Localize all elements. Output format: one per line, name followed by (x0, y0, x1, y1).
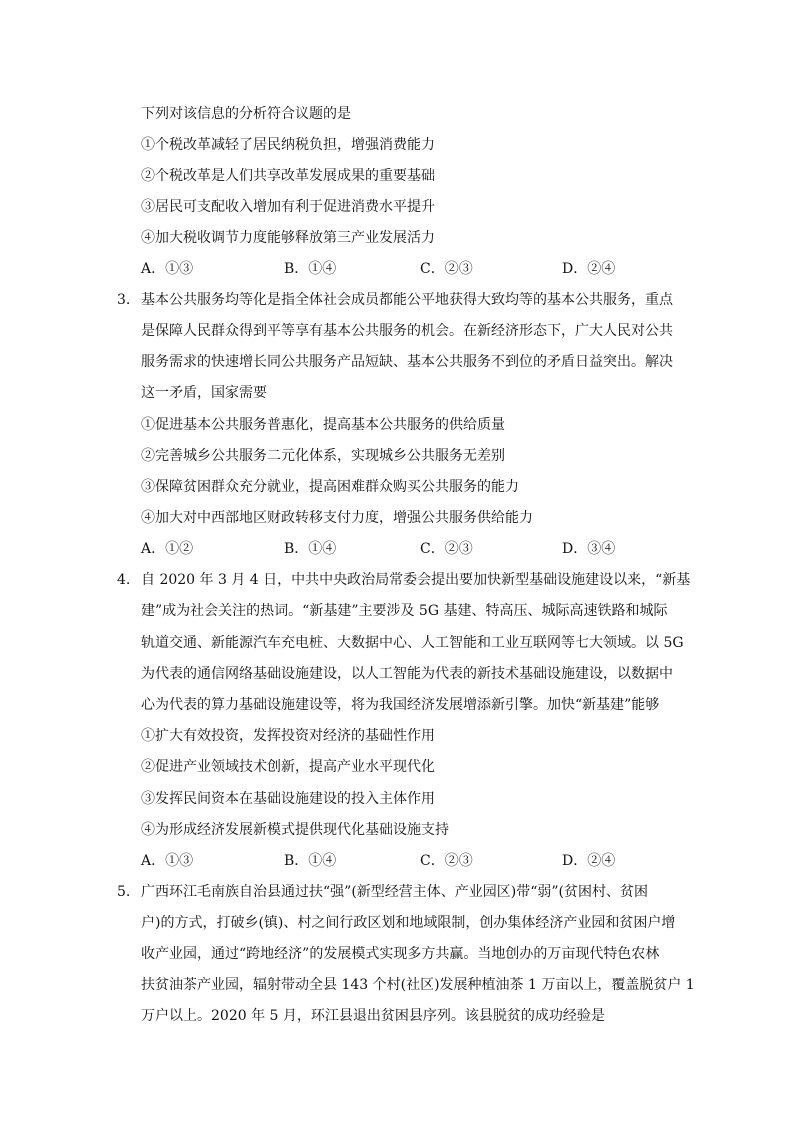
q2-item-3: ③居民可支配收入增加有利于促进消费水平提升 (141, 199, 435, 215)
q5-stem-line-3: 收产业园，通过“跨地经济”的发展模式实现多方共赢。当地创办的万亩现代特色农林 (141, 946, 660, 962)
q4-item-4: ④为形成经济发展新模式提供现代化基础设施支持 (141, 822, 449, 838)
q3-option-a: A．①② (141, 541, 194, 557)
q2-option-c: C．②③ (420, 261, 473, 277)
q5-stem-line-1: 广西环江毛南族自治县通过扶“强”(新型经营主体、产业园区)带“弱”(贫困村、贫困 (141, 884, 649, 900)
q3-option-c: C．②③ (420, 541, 473, 557)
q4-option-b: B．①④ (284, 853, 337, 869)
q2-item-2: ②个税改革是人们共享改革发展成果的重要基础 (141, 168, 435, 184)
q4-stem-line-5: 心为代表的算力基础设施建设等，将为我国经济发展增添新引擎。加快“新基建”能够 (141, 697, 660, 713)
q3-option-d: D．③④ (562, 541, 616, 557)
q4-stem-line-2: 建”成为社会关注的热词。“新基建”主要涉及 5G 基建、特高压、城际高速铁路和城际 (141, 603, 668, 619)
q4-stem-line-1: 自 2020 年 3 月 4 日，中共中央政治局常委会提出要加快新型基础设施建设以来，“新基 (141, 572, 691, 588)
q4-option-c: C．②③ (420, 853, 473, 869)
q4-option-d: D．②④ (562, 853, 616, 869)
q3-number: 3. (117, 292, 131, 308)
q4-item-2: ②促进产业领域技术创新，提高产业水平现代化 (141, 759, 435, 775)
q2-option-d: D．②④ (562, 261, 616, 277)
q4-item-1: ①扩大有效投资，发挥投资对经济的基础性作用 (141, 728, 435, 744)
q2-stem: 下列对该信息的分析符合议题的是 (141, 106, 351, 122)
q3-stem-line-1: 基本公共服务均等化是指全体社会成员都能公平地获得大致均等的基本公共服务，重点 (141, 292, 673, 308)
q5-stem-line-5: 万户以上。2020 年 5 月，环江县退出贫困县序列。该县脱贫的成功经验是 (141, 1008, 605, 1024)
q3-stem-line-3: 服务需求的快速增长同公共服务产品短缺、基本公共服务不到位的矛盾日益突出。解决 (141, 354, 673, 370)
q3-item-4: ④加大对中西部地区财政转移支付力度，增强公共服务供给能力 (141, 510, 533, 526)
q5-stem-line-2: 户)的方式，打破乡(镇)、村之间行政区划和地域限制，创办集体经济产业园和贫困户增 (141, 915, 676, 931)
q5-number: 5. (117, 884, 131, 900)
q2-option-b: B．①④ (284, 261, 337, 277)
q3-option-b: B．①④ (284, 541, 337, 557)
q3-item-1: ①促进基本公共服务普惠化，提高基本公共服务的供给质量 (141, 417, 505, 433)
q4-item-3: ③发挥民间资本在基础设施建设的投入主体作用 (141, 791, 435, 807)
q4-option-a: A．①③ (141, 853, 194, 869)
q2-item-1: ①个税改革减轻了居民纳税负担，增强消费能力 (141, 137, 435, 153)
q4-number: 4. (117, 572, 131, 588)
q3-item-3: ③保障贫困群众充分就业，提高困难群众购买公共服务的能力 (141, 479, 519, 495)
q3-stem-line-2: 是保障人民群众得到平等享有基本公共服务的机会。在新经济形态下，广大人民对公共 (141, 323, 673, 339)
q2-option-a: A．①③ (141, 261, 194, 277)
q4-stem-line-4: 为代表的通信网络基础设施建设，以人工智能为代表的新技术基础设施建设，以数据中 (141, 666, 673, 682)
q5-stem-line-4: 扶贫油茶产业园，辐射带动全县 143 个村(社区)发展种植油茶 1 万亩以上，覆盖脱贫户 1 (141, 977, 695, 993)
q3-item-2: ②完善城乡公共服务二元化体系，实现城乡公共服务无差别 (141, 448, 505, 464)
q3-stem-line-4: 这一矛盾，国家需要 (141, 385, 267, 401)
q4-stem-line-3: 轨道交通、新能源汽车充电桩、大数据中心、人工智能和工业互联网等七大领域。以 5G (141, 635, 684, 651)
q2-item-4: ④加大税收调节力度能够释放第三产业发展活力 (141, 230, 435, 246)
